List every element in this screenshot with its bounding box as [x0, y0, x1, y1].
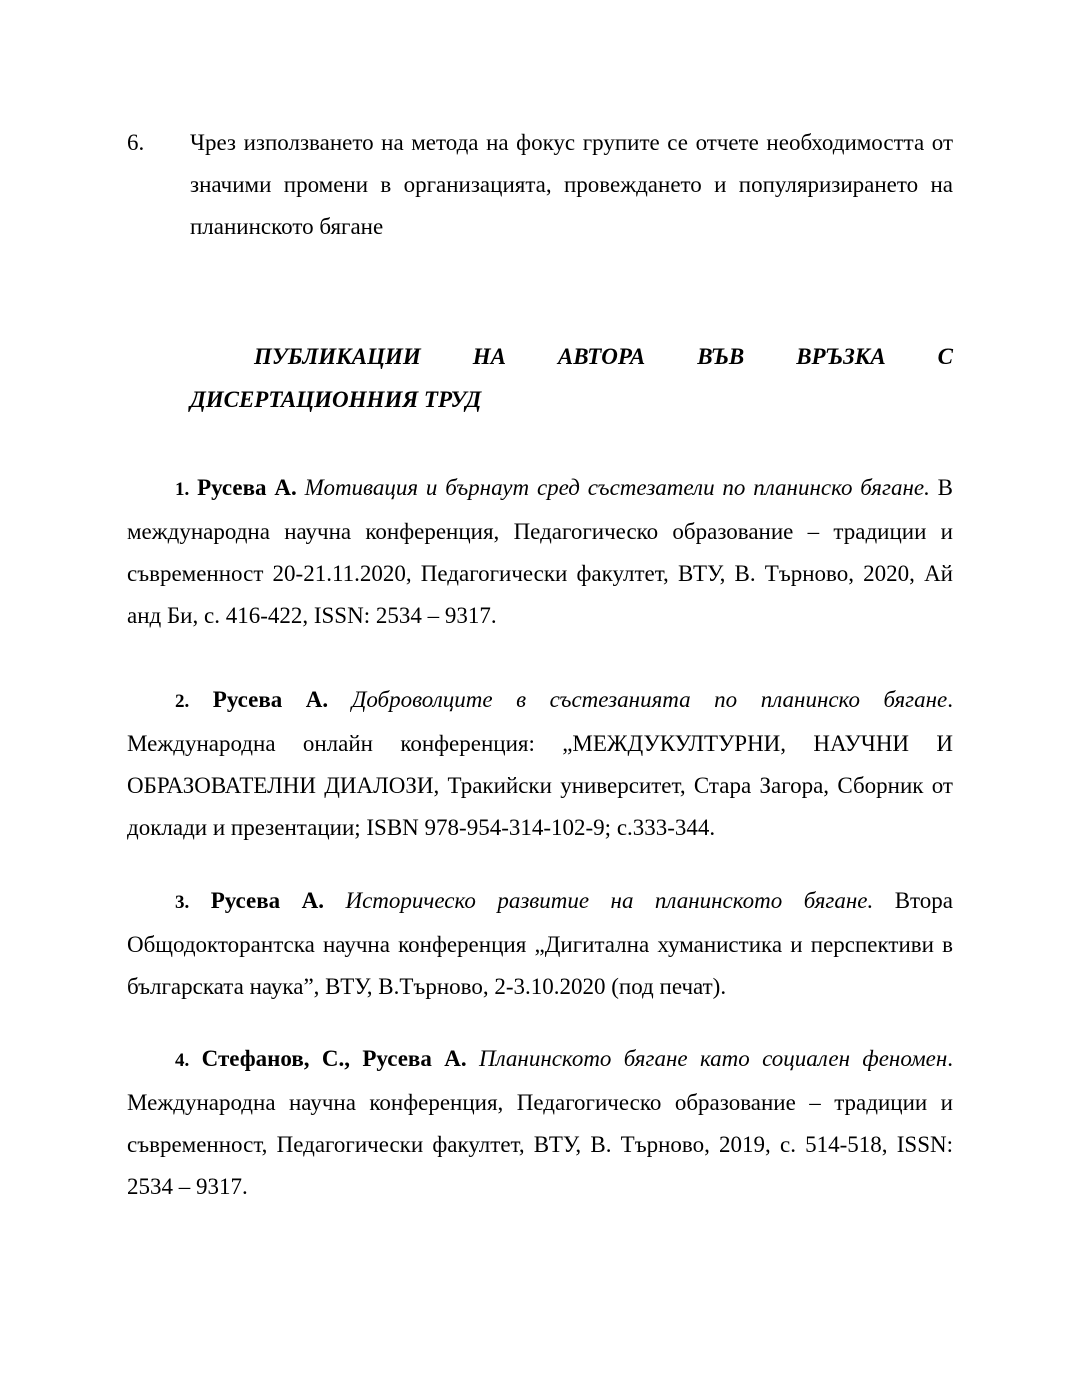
publication-details: Втора Общодокторантска научна конференция „Дигитална хуманистика и перспективи в българската наука”, ВТУ, В.Търново, 2-3.10.2020 (под печат).: [127, 888, 954, 999]
publication-entry-4: [127, 1038, 953, 1208]
publication-author: Русева А.: [210, 888, 324, 913]
publication-title: Доброволците в състезанията по планинско бягане: [351, 687, 948, 712]
publication-entry-3: [127, 880, 953, 1008]
publication-entry-1: [127, 467, 953, 637]
publication-number: 2.: [175, 691, 190, 712]
heading-word: ПУБЛИКАЦИИ: [254, 344, 421, 369]
publication-details: В международна научна конференция, Педагогическо образование – традиции и съвременност 20-21.11.2020, Педагогически факултет, ВТУ, В. Търново, 2020, Ай анд Би, с. 416-422, ISSN: 2534 – 9317.: [127, 475, 954, 628]
publication-author: Стефанов, С., Русева А.: [201, 1046, 467, 1071]
publication-title: Историческо развитие на планинското бягане.: [345, 888, 874, 913]
conclusion-item-text: Чрез използването на метода на фокус групите се отчете необходимостта от значими промени в организацията, провеждането и популяризирането на планинското бягане: [190, 130, 953, 239]
publication-number: 3.: [175, 892, 190, 913]
publication-title: Планинското бягане като социален феномен: [478, 1046, 948, 1071]
publications-heading-line2: ДИСЕРТАЦИОННИЯ ТРУД: [190, 387, 482, 412]
publications-heading: [190, 335, 953, 421]
publication-entry-2: [127, 679, 953, 849]
conclusion-item-number: 6.: [127, 130, 145, 155]
publication-author: Русева А.: [197, 475, 297, 500]
publication-details: . Международна научна конференция, Педагогическо образование – традиции и съвременност, Педагогически факултет, ВТУ, В. Търново, 2019, с. 514-518, ISSN: 2534 – 9317.: [127, 1046, 954, 1199]
publication-number: 4.: [175, 1050, 190, 1071]
publication-author: Русева А.: [212, 687, 329, 712]
heading-word: С: [937, 344, 953, 369]
publications-heading-line1: [190, 335, 953, 378]
conclusion-item-6: [127, 122, 953, 248]
heading-word: НА: [472, 344, 506, 369]
publication-number: 1.: [175, 479, 190, 500]
heading-word: ВРЪЗКА: [796, 344, 886, 369]
publication-details: . Международна онлайн конференция: „МЕЖДУКУЛТУРНИ, НАУЧНИ И ОБРАЗОВАТЕЛНИ ДИАЛОЗИ, Тракийски университет, Стара Загора, Сборник от доклади и презентации; ISBN 978-954-314-102-9; с.333-344.: [127, 687, 954, 840]
heading-word: АВТОРА: [557, 344, 646, 369]
heading-word: ВЪВ: [697, 344, 745, 369]
publication-title: Мотивация и бърнаут сред състезатели по планинско бягане.: [304, 475, 930, 500]
